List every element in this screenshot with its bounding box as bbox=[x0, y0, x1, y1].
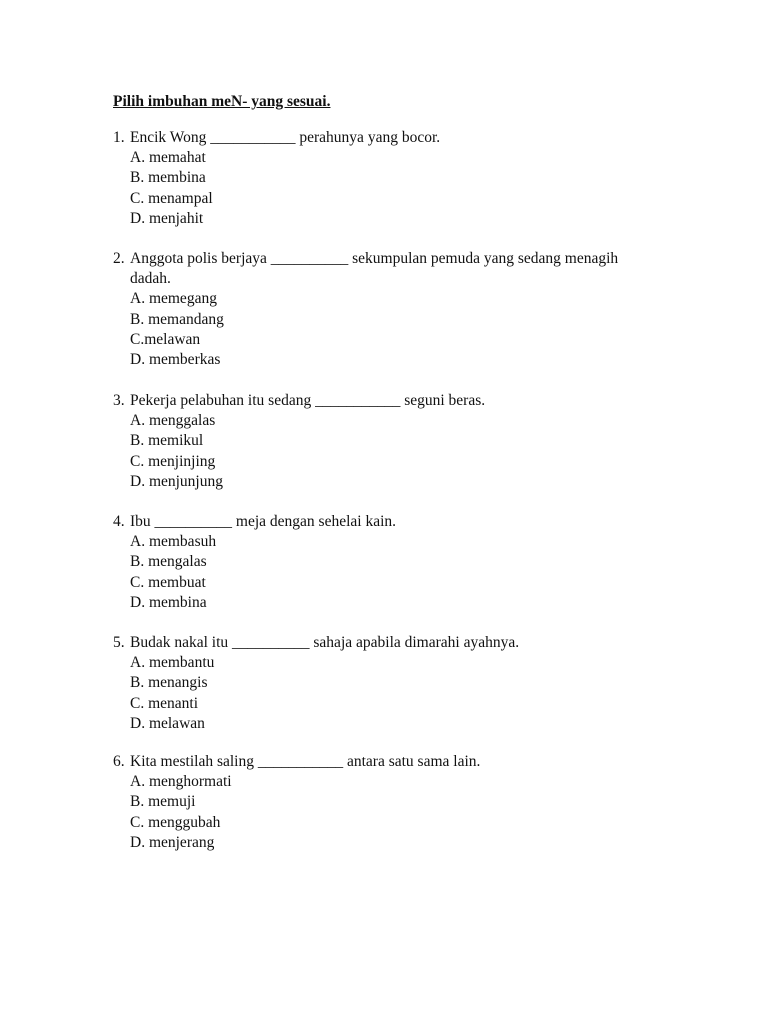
option-c: C. menampal bbox=[130, 189, 213, 207]
question-2 bbox=[113, 249, 673, 370]
option-d: D. melawan bbox=[130, 714, 205, 732]
question-number: 5. bbox=[113, 634, 125, 651]
option-list bbox=[113, 289, 673, 370]
question-number: 4. bbox=[113, 513, 125, 530]
question-stem bbox=[113, 391, 673, 411]
question-text: Ibu __________ meja dengan sehelai kain. bbox=[130, 513, 397, 530]
question-6 bbox=[113, 752, 673, 853]
option-b: B. menangis bbox=[130, 674, 208, 692]
option-b: B. membina bbox=[130, 169, 206, 187]
question-number: 6. bbox=[113, 753, 125, 770]
option-list bbox=[113, 772, 673, 853]
worksheet-title: Pilih imbuhan meN- yang sesuai. bbox=[113, 93, 331, 110]
option-c: C. menggubah bbox=[130, 813, 221, 831]
option-c: C. membuat bbox=[130, 573, 206, 591]
option-a: A. memahat bbox=[130, 149, 206, 167]
option-list bbox=[113, 148, 673, 229]
option-b: B. memandang bbox=[130, 310, 224, 328]
option-c: C. menjinjing bbox=[130, 452, 216, 470]
option-b: B. mengalas bbox=[130, 553, 207, 571]
option-b: B. memikul bbox=[130, 432, 204, 450]
question-4 bbox=[113, 512, 673, 613]
question-text: Anggota polis berjaya __________ sekumpulan pemuda yang sedang menagih dadah. bbox=[130, 250, 619, 288]
option-list bbox=[113, 532, 673, 613]
option-c: C. menanti bbox=[130, 694, 199, 712]
question-stem bbox=[113, 512, 673, 532]
option-d: D. menjunjung bbox=[130, 472, 223, 490]
question-text: Kita mestilah saling ___________ antara satu sama lain. bbox=[130, 753, 481, 770]
option-d: D. menjahit bbox=[130, 209, 204, 227]
question-stem bbox=[113, 128, 673, 148]
option-a: A. memegang bbox=[130, 290, 217, 308]
question-1 bbox=[113, 128, 673, 229]
option-list bbox=[113, 411, 673, 492]
question-number: 2. bbox=[113, 250, 125, 267]
question-text: Budak nakal itu __________ sahaja apabila dimarahi ayahnya. bbox=[130, 634, 520, 651]
option-list bbox=[113, 653, 673, 734]
question-number: 3. bbox=[113, 392, 125, 409]
option-a: A. membasuh bbox=[130, 533, 217, 551]
question-stem bbox=[113, 633, 673, 653]
option-d: D. memberkas bbox=[130, 351, 221, 369]
question-3 bbox=[113, 391, 673, 492]
option-a: A. menggalas bbox=[130, 412, 216, 430]
option-b: B. memuji bbox=[130, 793, 196, 811]
question-5 bbox=[113, 633, 673, 734]
question-stem bbox=[113, 752, 673, 772]
option-d: D. menjerang bbox=[130, 833, 215, 851]
question-stem bbox=[113, 249, 673, 289]
option-d: D. membina bbox=[130, 593, 207, 611]
question-text: Encik Wong ___________ perahunya yang bocor. bbox=[130, 129, 441, 146]
question-number: 1. bbox=[113, 129, 125, 146]
option-a: A. membantu bbox=[130, 654, 215, 672]
option-a: A. menghormati bbox=[130, 773, 232, 791]
question-text: Pekerja pelabuhan itu sedang ___________ seguni beras. bbox=[130, 392, 486, 409]
option-c: C.melawan bbox=[130, 330, 201, 348]
